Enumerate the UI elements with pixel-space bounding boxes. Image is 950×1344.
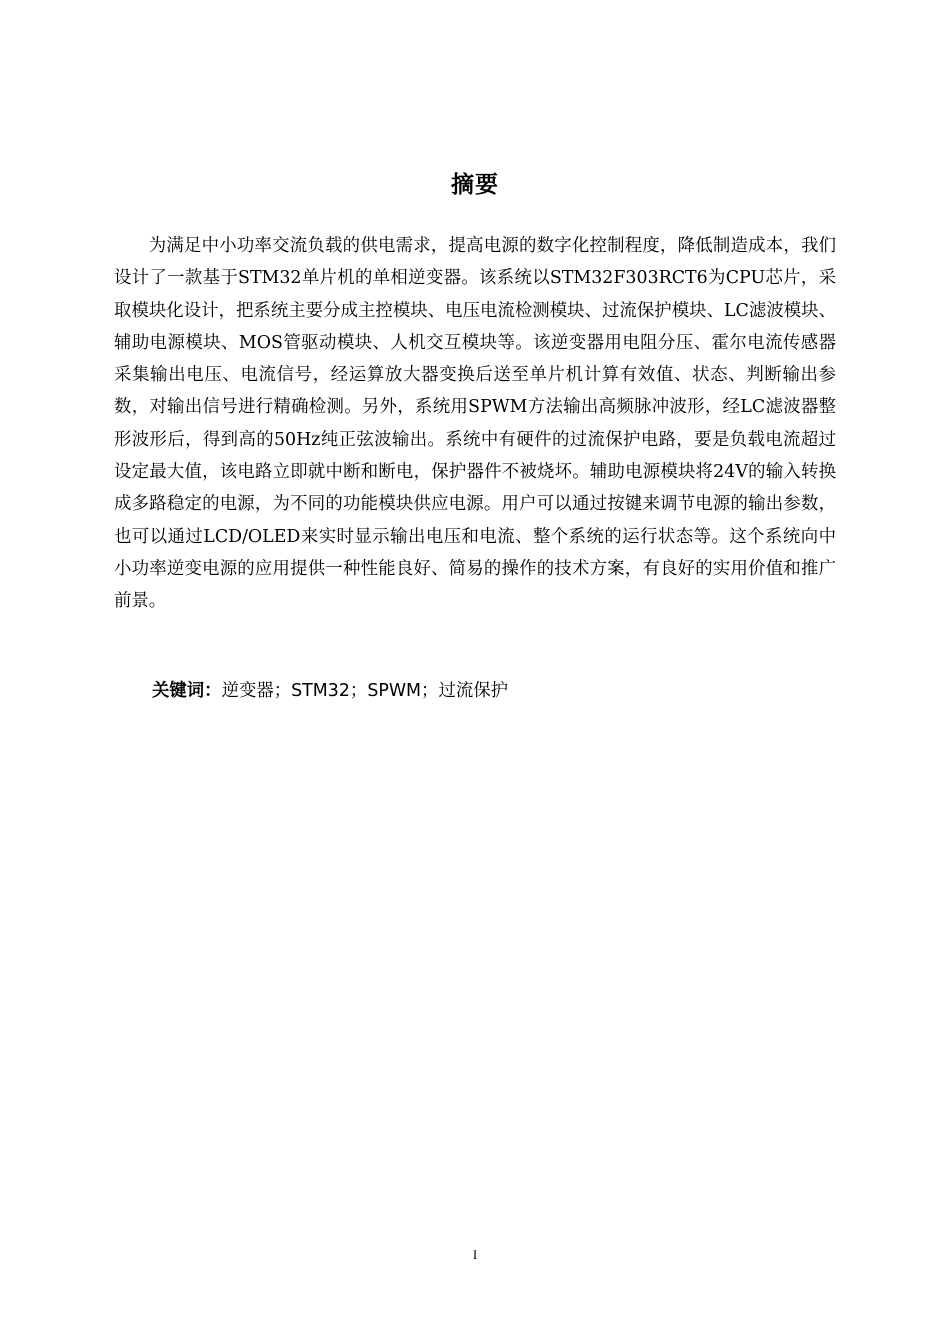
- page-number: I: [472, 1247, 478, 1262]
- abstract-title: 摘要: [451, 172, 499, 198]
- keywords-values: 逆变器；STM32；SPWM；过流保护: [221, 681, 509, 701]
- abstract-body: 为满足中小功率交流负载的供电需求，提高电源的数字化控制程度，降低制造成本，我们设计了一款基于STM32单片机的单相逆变器。该系统以STM32F303RCT6为CPU芯片，采取模块化设计，把系统主要分成主控模块、电压电流检测模块、过流保护模块、LC滤波模块、辅助电源模块、MOS管驱动模块、人机交互模块等。该逆变器用电阻分压、霍尔电流传感器采集输出电压、电流信号，经运算放大器变换后送至单片机计算有效值、状态、判断输出参数，对输出信号进行精确检测。另外，系统用SPWM方法输出高频脉冲波形，经LC滤波器整形波形后，得到高的50Hz纯正弦波输出。系统中有硬件的过流保护电路，要是负载电流超过设定最大值，该电路立即就中断和断电，保护器件不被烧坏。辅助电源模块将24V的输入转换成多路稳定的电源，为不同的功能模块供应电源。用户可以通过按键来调节电源的输出参数，也可以通过LCD/OLED来实时显示输出电压和电流、整个系统的运行状态等。这个系统向中小功率逆变电源的应用提供一种性能良好、简易的操作的技术方案，有良好的实用价值和推广前景。: [114, 236, 836, 612]
- keywords-label: 关键词：: [152, 681, 222, 701]
- keywords-line: [152, 675, 852, 707]
